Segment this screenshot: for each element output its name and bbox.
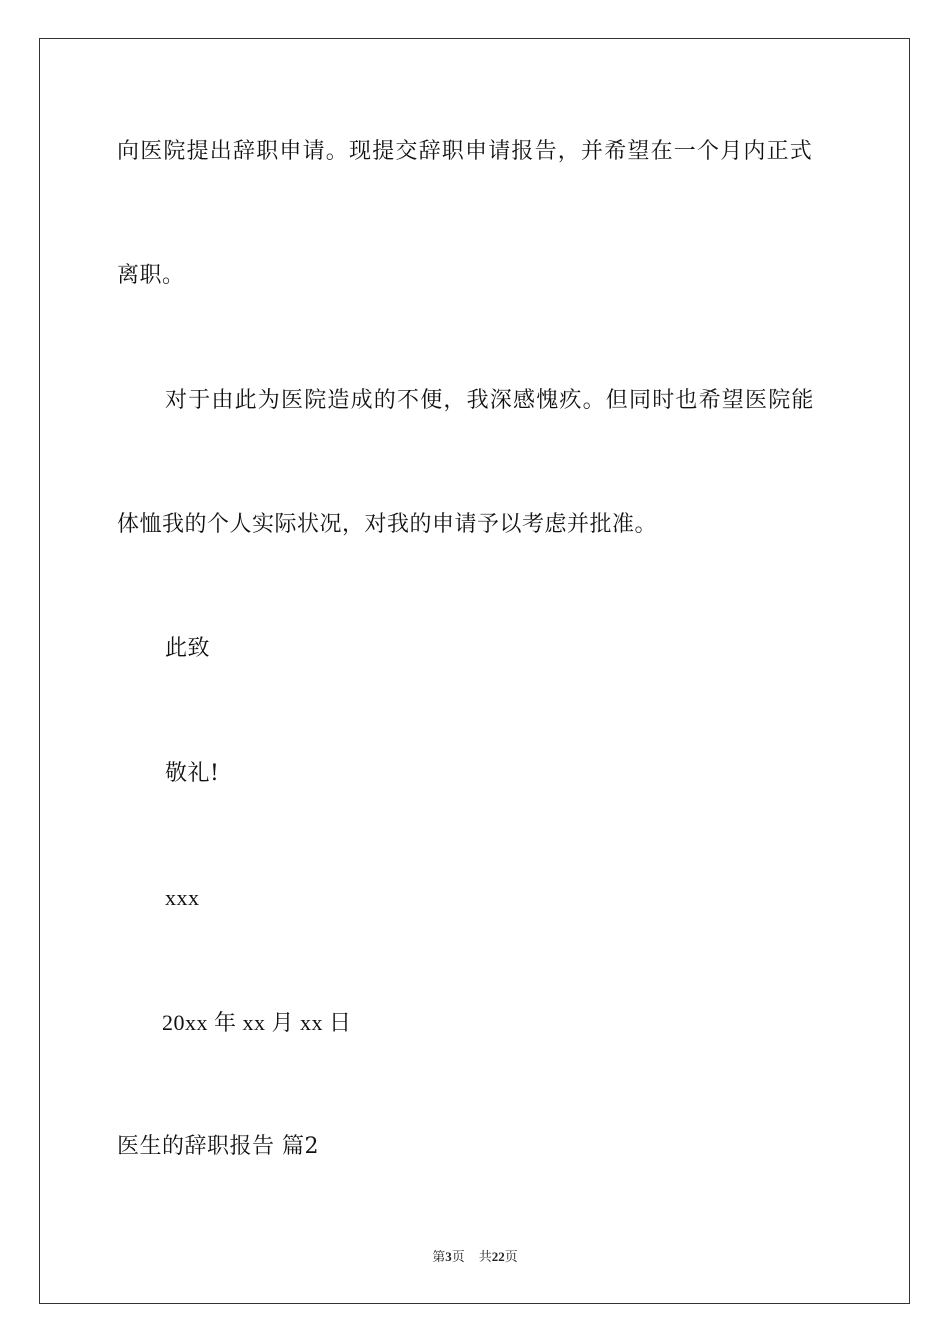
body-line-3: 对于由此为医院造成的不便，我深感愧疚。但同时也希望医院能 xyxy=(165,388,815,413)
body-line-2: 离职。 xyxy=(117,263,185,288)
signature-date: 20xx 年 xx 月 xx 日 xyxy=(162,1010,352,1035)
footer-total-suffix: 页 xyxy=(504,1250,518,1265)
closing-respect: 敬礼! xyxy=(165,761,220,786)
footer-page-number: 3 xyxy=(445,1249,452,1264)
body-line-4: 体恤我的个人实际状况，对我的申请予以考虑并批准。 xyxy=(117,512,658,537)
body-line-1: 向医院提出辞职申请。现提交辞职申请报告，并希望在一个月内正式 xyxy=(117,139,814,164)
footer-total-prefix: 共 xyxy=(478,1250,492,1265)
page-footer xyxy=(0,1248,950,1267)
footer-page-suffix: 页 xyxy=(451,1250,465,1265)
footer-page-prefix: 第 xyxy=(432,1250,446,1265)
page-border xyxy=(39,38,910,1304)
closing-salutation: 此致 xyxy=(165,636,211,661)
section-heading: 医生的辞职报告 篇2 xyxy=(117,1134,319,1159)
footer-total-pages: 22 xyxy=(491,1249,505,1264)
signature-name: xxx xyxy=(165,885,200,910)
